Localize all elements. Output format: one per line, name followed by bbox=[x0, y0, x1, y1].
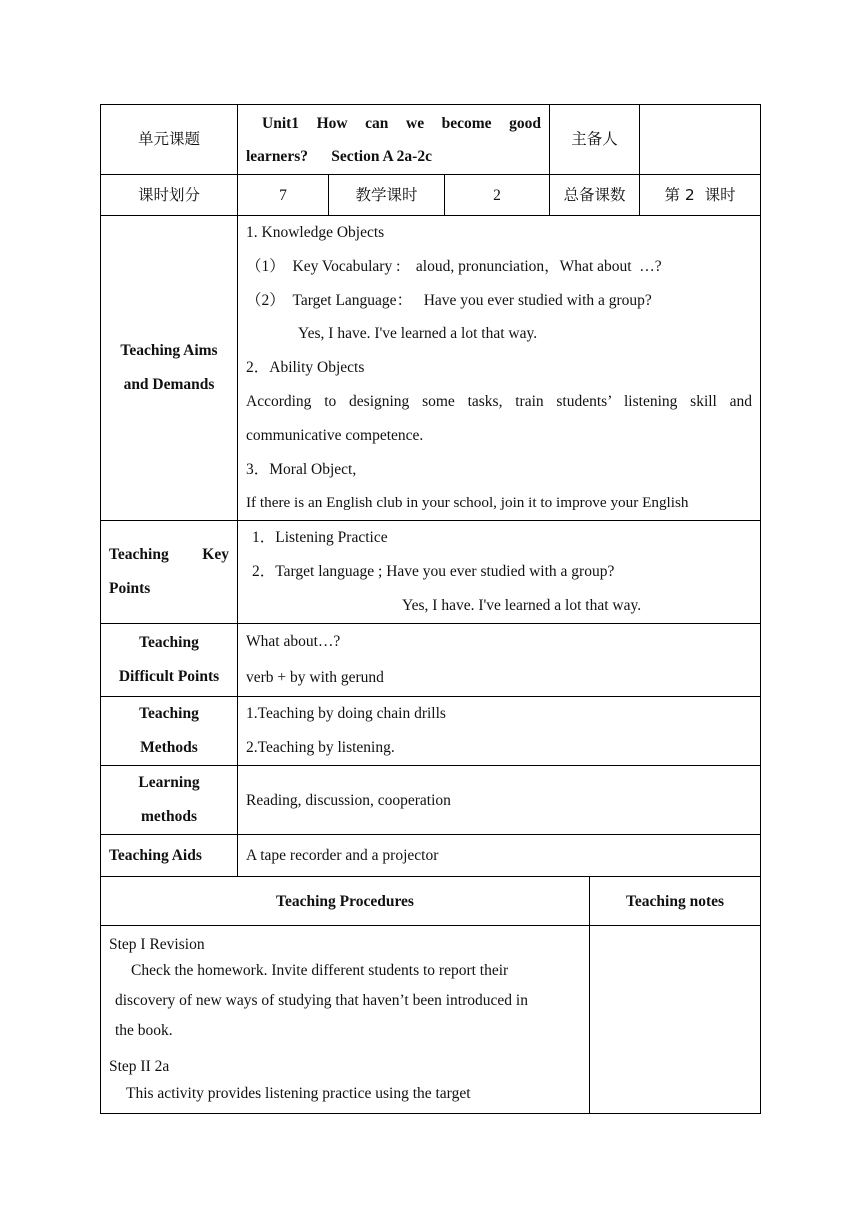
aims-line: （2） Target Language： Have you ever studied with a group? bbox=[246, 291, 652, 309]
key-points-label-line2: Points bbox=[109, 580, 151, 598]
aims-label bbox=[101, 216, 238, 521]
unit-label: 单元课题 bbox=[101, 105, 238, 175]
methods-row bbox=[101, 697, 761, 766]
lesson-value: 2 bbox=[445, 175, 550, 216]
difficult-label bbox=[101, 624, 238, 697]
aims-line: communicative competence. bbox=[246, 426, 424, 444]
unit-title-line1: Unit1 How can we become good bbox=[262, 114, 542, 132]
aids-label: Teaching Aids bbox=[101, 835, 238, 877]
aids-value: A tape recorder and a projector bbox=[238, 835, 761, 877]
procedures-header-row bbox=[101, 877, 761, 926]
aims-label-line1: Teaching Aims bbox=[120, 342, 218, 360]
key-points-row bbox=[101, 521, 761, 624]
learning-label-line1: Learning bbox=[138, 774, 200, 792]
method-line: 1.Teaching by doing chain drills bbox=[246, 705, 446, 723]
notes-content bbox=[590, 926, 761, 1114]
step1-line: discovery of new ways of studying that haven’t been introduced in bbox=[115, 992, 528, 1010]
key-point-line: 1．Listening Practice bbox=[252, 529, 388, 547]
step1-line: the book. bbox=[115, 1022, 173, 1040]
methods-label-line1: Teaching bbox=[139, 705, 199, 723]
key-points-content bbox=[238, 521, 761, 624]
difficult-label-line1: Teaching bbox=[139, 634, 199, 652]
step1-title: Step I Revision bbox=[109, 936, 205, 954]
difficult-line: What about…? bbox=[246, 633, 341, 651]
preparer-label: 主备人 bbox=[550, 105, 640, 175]
notes-header: Teaching notes bbox=[590, 877, 761, 926]
difficult-row bbox=[101, 624, 761, 697]
key-point-line: 2．Target language ; Have you ever studied with a group? bbox=[252, 563, 615, 581]
aims-content bbox=[238, 216, 761, 521]
methods-content bbox=[238, 697, 761, 766]
aims-line: If there is an English club in your school, join it to improve your English bbox=[246, 494, 689, 512]
key-points-label bbox=[101, 521, 238, 624]
aims-line: 1. Knowledge Objects bbox=[246, 224, 385, 241]
total-label: 总备课数 bbox=[550, 175, 640, 216]
methods-label-line2: Methods bbox=[140, 739, 198, 757]
learning-label-line2: methods bbox=[141, 808, 197, 826]
learning-row bbox=[101, 766, 761, 835]
period-row bbox=[101, 175, 761, 216]
key-points-label-line1: Teaching Key bbox=[109, 546, 229, 564]
unit-row bbox=[101, 105, 761, 175]
step2-line: This activity provides listening practice using the target bbox=[126, 1085, 471, 1103]
lesson-plan-table bbox=[100, 104, 761, 1114]
methods-label bbox=[101, 697, 238, 766]
procedures-header: Teaching Procedures bbox=[101, 877, 590, 926]
step1-line: Check the homework. Invite different students to report their bbox=[131, 962, 509, 980]
aims-line: 3．Moral Object, bbox=[246, 460, 357, 478]
key-point-line: Yes, I have. I've learned a lot that way. bbox=[402, 597, 642, 615]
period-value: 7 bbox=[238, 175, 329, 216]
method-line: 2.Teaching by listening. bbox=[246, 739, 395, 757]
learning-label bbox=[101, 766, 238, 835]
difficult-label-line2: Difficult Points bbox=[118, 668, 220, 686]
total-value: 第 2 课时 bbox=[640, 175, 761, 216]
unit-title-line2: learners? Section A 2a-2c bbox=[246, 147, 432, 165]
preparer-value bbox=[640, 105, 761, 175]
aims-row bbox=[101, 216, 761, 521]
procedures-content bbox=[101, 926, 590, 1114]
difficult-content bbox=[238, 624, 761, 697]
aims-line: Yes, I have. I've learned a lot that way. bbox=[298, 325, 538, 343]
aims-line: （1） Key Vocabulary : aloud, pronunciation，What about …? bbox=[246, 257, 662, 275]
step2-title: Step II 2a bbox=[109, 1058, 170, 1076]
learning-value: Reading, discussion, cooperation bbox=[238, 766, 761, 835]
lesson-label: 教学课时 bbox=[329, 175, 445, 216]
aims-line: 2．Ability Objects bbox=[246, 359, 365, 377]
difficult-line: verb + by with gerund bbox=[246, 669, 384, 687]
procedures-row bbox=[101, 926, 761, 1114]
aims-label-line2: and Demands bbox=[123, 376, 215, 394]
period-label: 课时划分 bbox=[101, 175, 238, 216]
aims-line: According to designing some tasks, train students’ listening skill and bbox=[246, 392, 753, 410]
unit-title-cell bbox=[238, 105, 550, 175]
aids-row bbox=[101, 835, 761, 877]
